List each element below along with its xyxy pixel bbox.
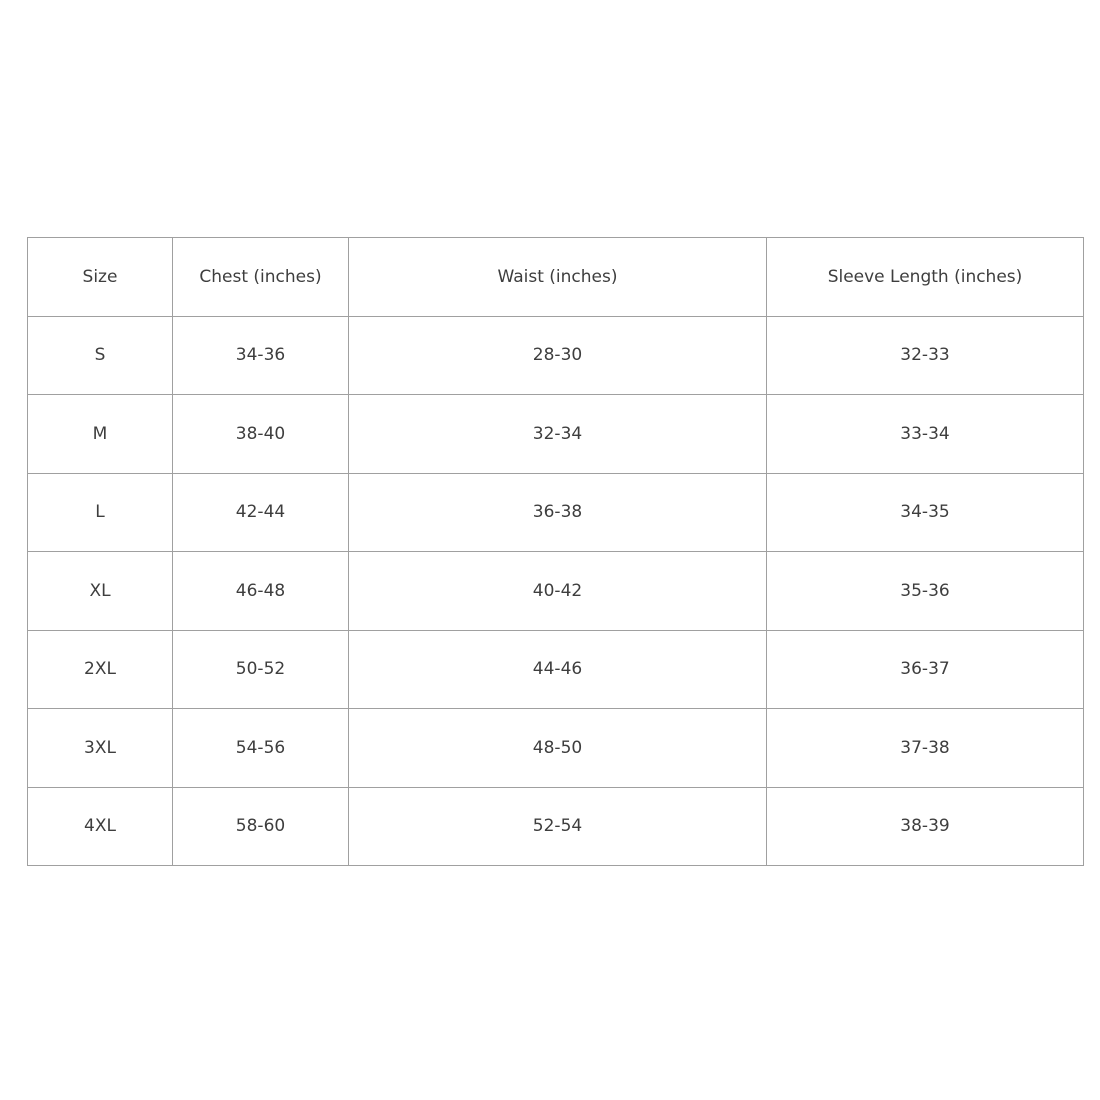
size-cell: M	[28, 395, 173, 474]
chest-cell: 42-44	[173, 473, 349, 552]
sleeve-cell: 38-39	[767, 787, 1084, 866]
chest-cell: 46-48	[173, 552, 349, 631]
chest-cell: 58-60	[173, 787, 349, 866]
chest-cell: 54-56	[173, 709, 349, 788]
column-header-chest: Chest (inches)	[173, 238, 349, 317]
sleeve-cell: 32-33	[767, 316, 1084, 395]
waist-cell: 40-42	[349, 552, 767, 631]
size-cell: 3XL	[28, 709, 173, 788]
sleeve-cell: 37-38	[767, 709, 1084, 788]
waist-cell: 52-54	[349, 787, 767, 866]
waist-cell: 32-34	[349, 395, 767, 474]
size-cell: L	[28, 473, 173, 552]
waist-cell: 44-46	[349, 630, 767, 709]
header-row	[28, 238, 1084, 317]
table-row-3xl	[28, 709, 1084, 788]
table-row-2xl	[28, 630, 1084, 709]
waist-cell: 28-30	[349, 316, 767, 395]
column-header-sleeve-length: Sleeve Length (inches)	[767, 238, 1084, 317]
size-cell: S	[28, 316, 173, 395]
sleeve-cell: 34-35	[767, 473, 1084, 552]
column-header-size: Size	[28, 238, 173, 317]
chest-cell: 34-36	[173, 316, 349, 395]
table-row-4xl	[28, 787, 1084, 866]
sleeve-cell: 36-37	[767, 630, 1084, 709]
sleeve-cell: 33-34	[767, 395, 1084, 474]
waist-cell: 36-38	[349, 473, 767, 552]
table-row-xl	[28, 552, 1084, 631]
size-chart-table	[27, 237, 1084, 866]
chest-cell: 38-40	[173, 395, 349, 474]
size-cell: 4XL	[28, 787, 173, 866]
chest-cell: 50-52	[173, 630, 349, 709]
table-row-l	[28, 473, 1084, 552]
waist-cell: 48-50	[349, 709, 767, 788]
size-cell: 2XL	[28, 630, 173, 709]
column-header-waist: Waist (inches)	[349, 238, 767, 317]
table-row-s	[28, 316, 1084, 395]
table-row-m	[28, 395, 1084, 474]
sleeve-cell: 35-36	[767, 552, 1084, 631]
size-cell: XL	[28, 552, 173, 631]
